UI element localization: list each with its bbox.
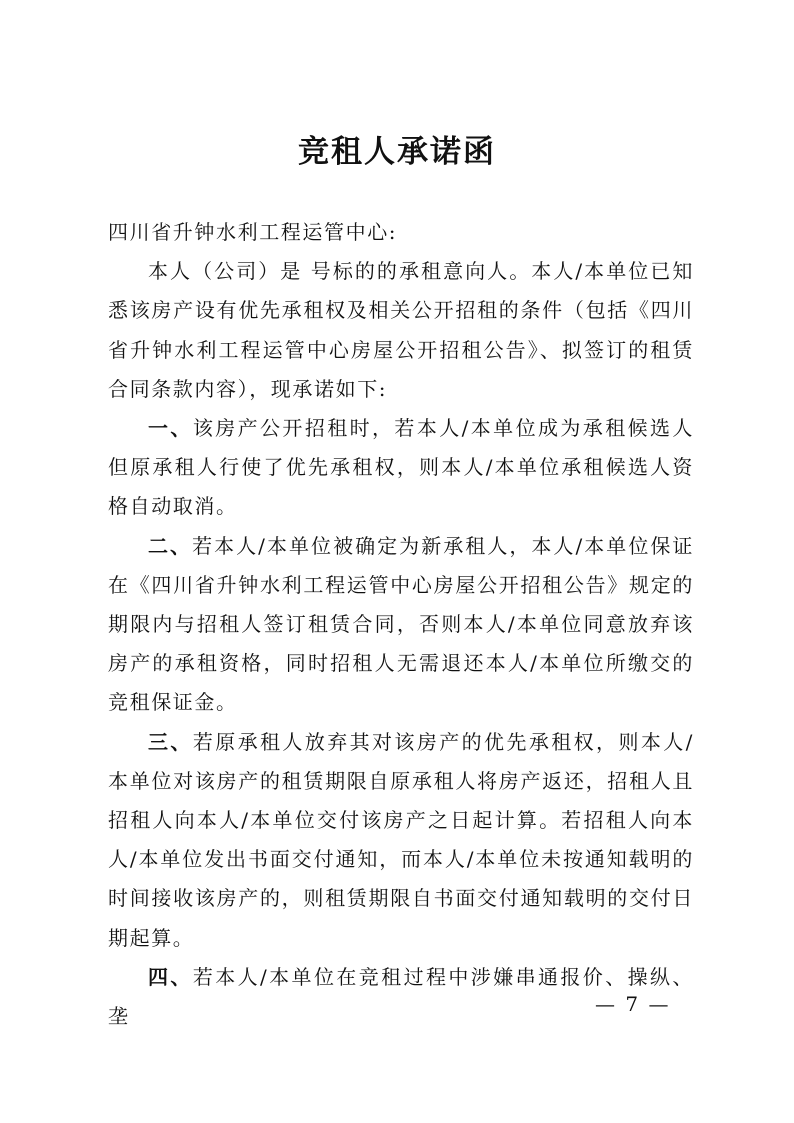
clause-4-number: 四、 [148,964,193,989]
intro-paragraph: 本人（公司）是 号标的的承租意向人。本人/本单位已知悉该房产设有优先承租权及相关公开招租的条件（包括《四川省升钟水利工程运管中心房屋公开招租公告》、拟签订的租赁合同条款内容），现承诺如下: [108,259,694,401]
clause-2 [108,527,694,723]
document-body [108,213,694,1036]
clause-3-text: 若原承租人放弃其对该房产的优先承租权，则本人/本单位对该房产的租赁期限自原承租人将房产返还，招租人且招租人向本人/本单位交付该房产之日起计算。若招租人向本人/本单位发出书面交付通知，而本人/本单位未按通知载明的时间接收该房产的，则租赁期限自书面交付通知载明的交付日期起算。 [108,729,694,950]
page-number: — 7 — [595,992,671,1016]
clause-3-number: 三、 [148,729,193,754]
document-title: 竞租人承诺函 [298,134,496,170]
clause-2-number: 二、 [148,533,193,558]
clause-1-text: 该房产公开招租时，若本人/本单位成为承租候选人但原承租人行使了优先承租权，则本人/本单位承租候选人资格自动取消。 [108,416,694,519]
clause-4-text: 若本人/本单位在竞租过程中涉嫌串通报价、操纵、垄 [108,964,694,1029]
clause-2-text: 若本人/本单位被确定为新承租人，本人/本单位保证在《四川省升钟水利工程运管中心房屋公开招租公告》规定的期限内与招租人签订租赁合同，否则本人/本单位同意放弃该房产的承租资格，同时招租人无需退还本人/本单位所缴交的竞租保证金。 [108,533,694,715]
clause-1-number: 一、 [148,416,193,441]
clause-3 [108,723,694,958]
salutation: 四川省升钟水利工程运管中心: [108,220,398,244]
clause-1 [108,409,694,527]
